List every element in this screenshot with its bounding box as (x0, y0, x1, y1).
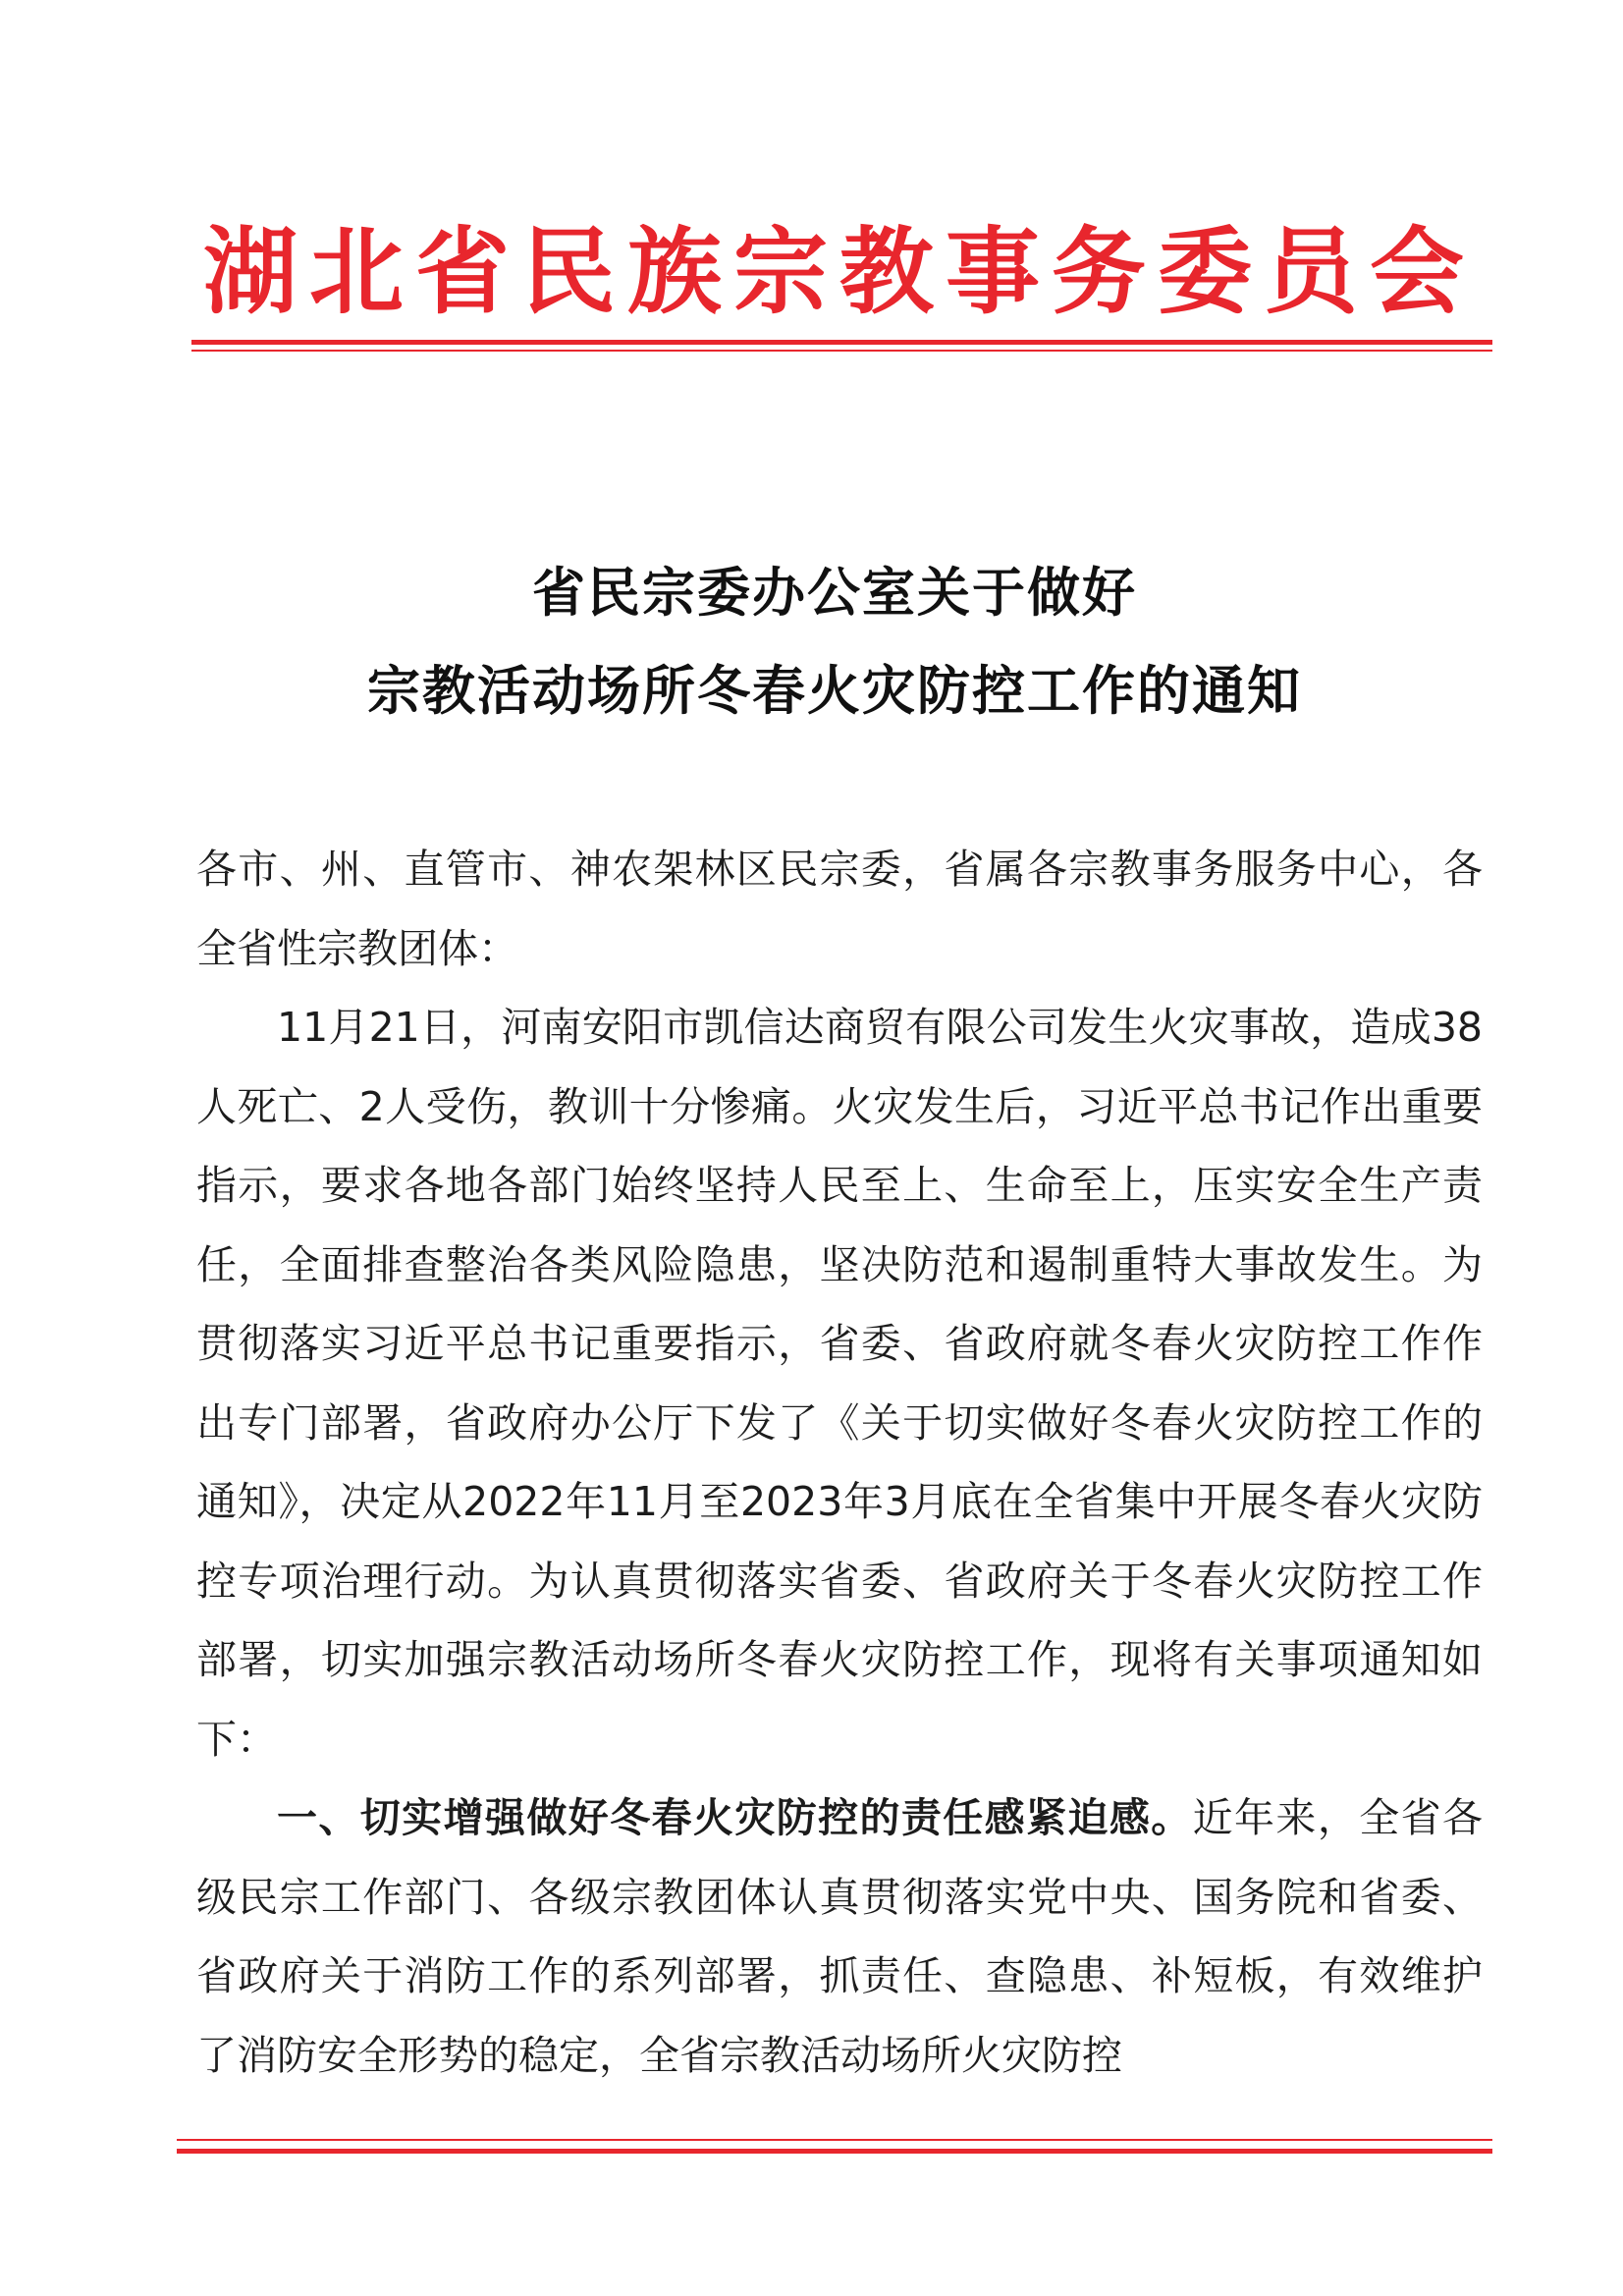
issuer-masthead: 湖北省民族宗教事务委员会 (203, 216, 1476, 327)
footer-rule-thin (177, 2139, 1492, 2141)
document-title-line1: 省民宗委办公室关于做好 (532, 562, 1137, 624)
document-title-line2: 宗教活动场所冬春火灾防控工作的通知 (367, 660, 1302, 722)
salutation: 各市、州、直管市、神农架林区民宗委，省属各宗教事务服务中心，各全省性宗教团体： (196, 846, 1483, 972)
section1-text: 近年来，全省各级民宗工作部门、各级宗教团体认真贯彻落实党中央、国务院和省委、省政府关于消防工作的系列部署，抓责任、查隐患、补短板，有效维护了消防安全形势的稳定，全省宗教活动场所火灾防控 (196, 1794, 1483, 2079)
section1-heading: 一、切实增强做好冬春火灾防控的责任感紧迫感。 (277, 1794, 1193, 1841)
footer-rule-thick (177, 2149, 1492, 2154)
masthead-rule-thin (191, 350, 1492, 352)
masthead-rule-thick (191, 340, 1492, 345)
paragraph-intro: 11月21日，河南安阳市凯信达商贸有限公司发生火灾事故，造成38人死亡、2人受伤，教训十分惨痛。火灾发生后，习近平总书记作出重要指示，要求各地各部门始终坚持人民至上、生命至上，压实安全生产责任，全面排查整治各类风险隐患，坚决防范和遏制重特大事故发生。为贯彻落实习近平总书记重要指示，省委、省政府就冬春火灾防控工作作出专门部署，省政府办公厅下发了《关于切实做好冬春火灾防控工作的通知》，决定从2022年11月至2023年3月底在全省集中开展冬春火灾防控专项治理行动。为认真贯彻落实省委、省政府关于冬春火灾防控工作部署，切实加强宗教活动场所冬春火灾防控工作，现将有关事项通知如下： (196, 1004, 1483, 1763)
document-body (196, 830, 1483, 2095)
paragraph-section1 (196, 1778, 1483, 2095)
